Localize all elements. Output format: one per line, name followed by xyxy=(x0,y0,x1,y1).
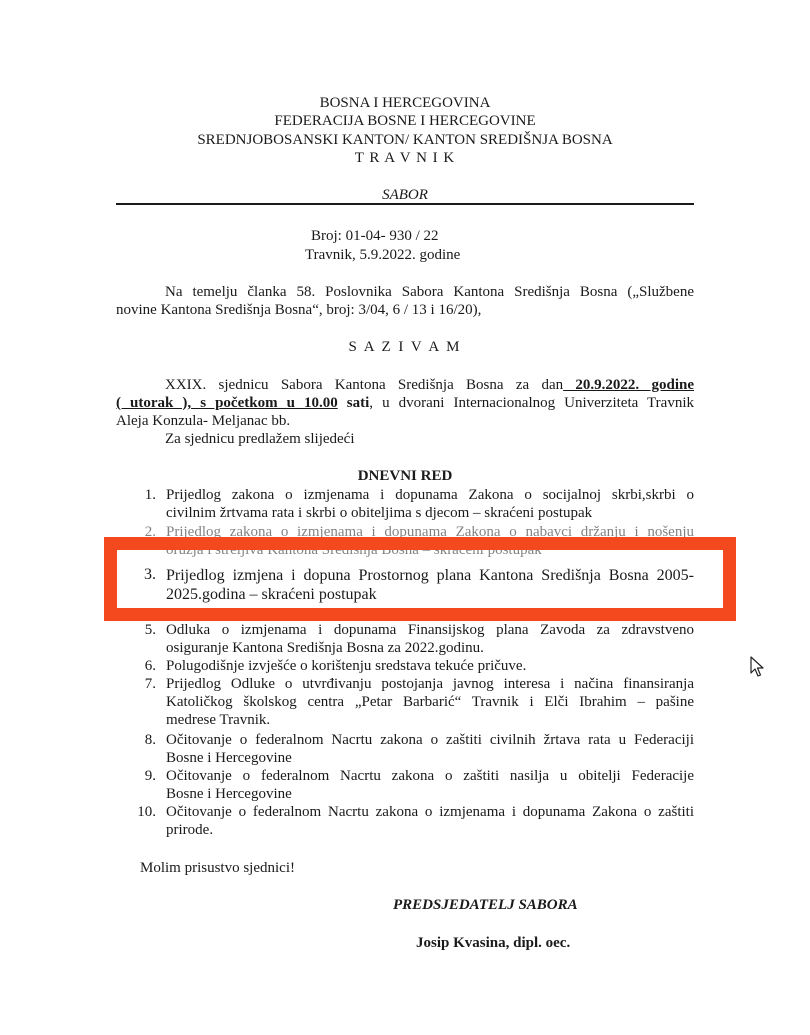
agenda-item-number: 3. xyxy=(144,566,156,583)
convocation-text: XXIX. sjednicu Sabora Kantona Središnja Bosna za dan xyxy=(165,377,564,393)
agenda-item-line: Katoličkog školskog centra „Petar Barbarić“ Travnik i Elči Ibrahim – pašine xyxy=(166,694,694,710)
session-day-time: ( utorak ), s početkom u 10.00 xyxy=(116,395,338,411)
agenda-item xyxy=(166,803,694,839)
agenda-item-line: Bosne i Hercegovine xyxy=(166,786,292,802)
agenda-item-line: 2025.godina – skraćeni postupak xyxy=(166,586,377,603)
agenda-item-line: Prijedlog zakona o izmjenama i dopunama Zakona o socijalnoj skrbi,skrbi o xyxy=(166,487,694,503)
closing-request: Molim prisustvo sjednici! xyxy=(140,860,295,876)
session-time-unit: sati xyxy=(337,395,370,411)
header-federation: FEDERACIJA BOSNE I HERCEGOVINE xyxy=(274,113,536,129)
agenda-intro: Za sjednicu predlažem slijedeći xyxy=(165,431,355,447)
session-date: 20.9.2022. godine xyxy=(563,377,694,393)
convocation-line-1 xyxy=(165,376,694,394)
agenda-item-number: 6. xyxy=(144,658,156,674)
agenda-item-number: 9. xyxy=(144,768,156,784)
reference-number: Broj: 01-04- 930 / 22 xyxy=(311,228,439,244)
agenda-item-line: Očitovanje o federalnom Nacrtu zakona o zaštiti nasilja u obitelji Federacije xyxy=(166,768,694,784)
header-divider xyxy=(116,203,694,205)
agenda-item-line: osiguranje Kantona Središnja Bosna za 2022.godinu. xyxy=(166,640,484,656)
agenda-item xyxy=(166,675,694,729)
agenda-item-line: Prijedlog Odluke o utvrđivanju postojanja javnog interesa i načina finansiranja xyxy=(166,676,694,692)
agenda-item xyxy=(166,486,694,522)
agenda-item-line: Prijedlog zakona o izmjenama i dopunama Zakona o nabavci držanju i nošenju xyxy=(166,524,694,540)
agenda-title: DNEVNI RED xyxy=(357,468,453,484)
agenda-item-line: Polugodišnje izvješće o korištenju sredstava tekuće pričuve. xyxy=(166,658,527,674)
signature-name: Josip Kvasina, dipl. oec. xyxy=(416,935,571,951)
intro-line-1: Na temelju članka 58. Poslovnika Sabora Kantona Središnja Bosna („Službene xyxy=(165,284,694,300)
header-city: T R A V N I K xyxy=(354,150,456,166)
agenda-item-line: civilnim žrtvama rata i skrbi o obiteljima s djecom – skraćeni postupak xyxy=(166,505,593,521)
reference-date: Travnik, 5.9.2022. godine xyxy=(305,247,461,263)
session-venue: , u dvorani Internacionalnog Univerziteta Travnik xyxy=(369,395,695,411)
convocation-title: S A Z I V A M xyxy=(348,339,462,355)
mouse-pointer-icon xyxy=(750,656,764,683)
agenda-item-line: prirode. xyxy=(166,822,214,838)
agenda-item-line: medrese Travnik. xyxy=(166,712,271,728)
agenda-item-number: 10. xyxy=(137,804,156,820)
header-canton: SREDNJOBOSANSKI KANTON/ KANTON SREDIŠNJA BOSNA xyxy=(197,132,613,148)
agenda-item-number: 5. xyxy=(144,622,156,638)
agenda-item-line: Prijedlog izmjena i dopuna Prostornog plana Kantona Središnja Bosna 2005- xyxy=(166,567,694,584)
signature-title: PREDSJEDATELJ SABORA xyxy=(393,897,578,913)
intro-line-2: novine Kantona Središnja Bosna“, broj: 3/04, 6 / 13 i 16/20), xyxy=(116,302,482,318)
header-body-name: SABOR xyxy=(382,187,428,203)
convocation-line-2 xyxy=(116,394,694,412)
agenda-item-line: Bosne i Hercegovine xyxy=(166,750,292,766)
agenda-item-line: oružja i streljiva Kantona Središnja Bosna – skraćeni postupak xyxy=(166,542,542,558)
agenda-item-number: 8. xyxy=(144,732,156,748)
agenda-item-number: 7. xyxy=(144,676,156,692)
agenda-item xyxy=(166,767,694,803)
header-country: BOSNA I HERCEGOVINA xyxy=(319,95,491,111)
agenda-item xyxy=(166,621,694,657)
highlight-box xyxy=(104,537,736,621)
agenda-item-number: 1. xyxy=(144,487,156,503)
agenda-item-line: Odluka o izmjenama i dopunama Finansijskog plana Zavoda za zdravstveno xyxy=(166,622,694,638)
agenda-item xyxy=(166,657,694,675)
agenda-item-line: Očitovanje o federalnom Nacrtu zakona o izmjenama i dopunama Zakona o zaštiti xyxy=(166,804,694,820)
agenda-item-line: Očitovanje o federalnom Nacrtu zakona o zaštiti civilnih žrtava rata u Federaciji xyxy=(166,732,694,748)
session-address: Aleja Konzula- Meljanac bb. xyxy=(116,413,291,429)
agenda-item-number: 2. xyxy=(144,524,156,540)
agenda-item xyxy=(166,731,694,767)
